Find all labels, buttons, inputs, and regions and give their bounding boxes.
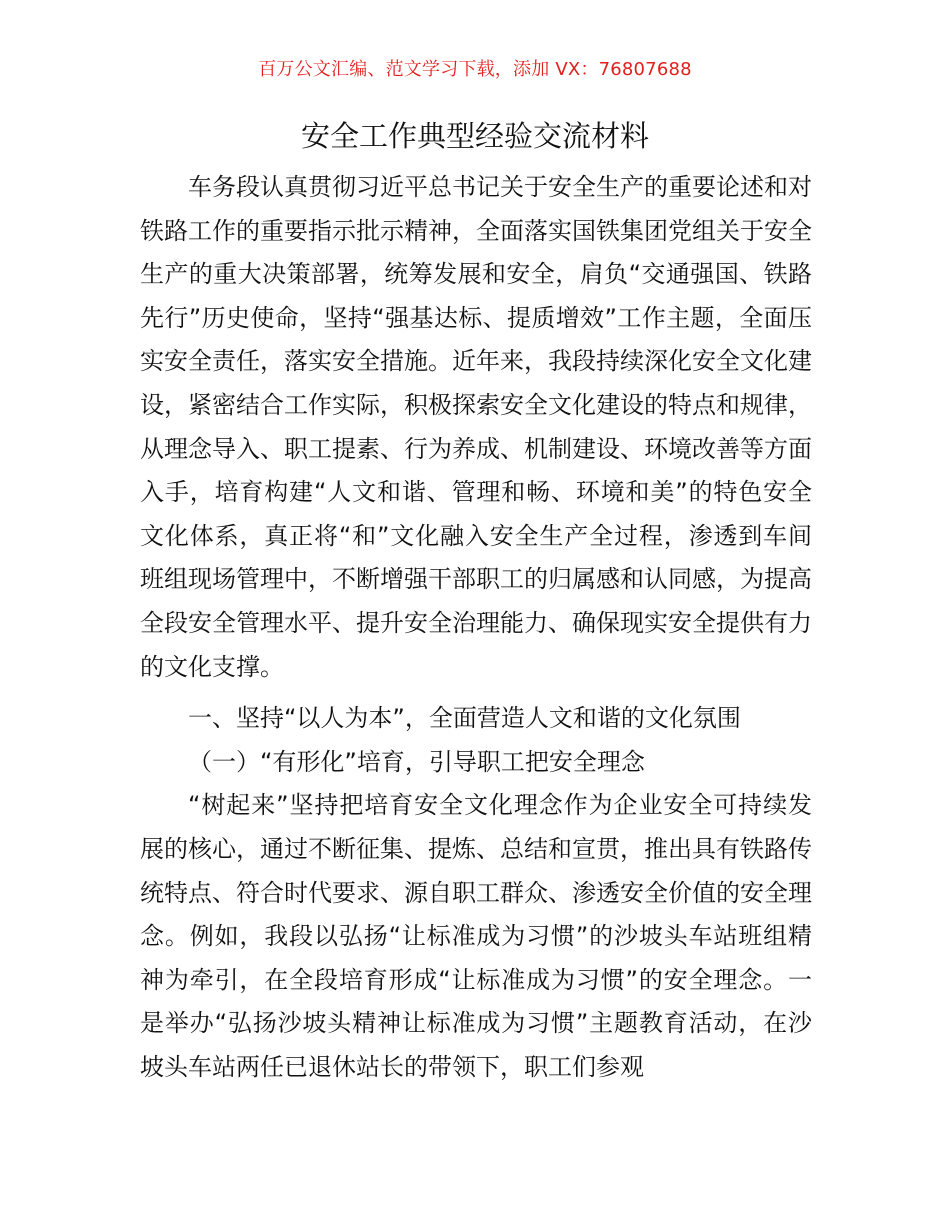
section-heading: 一、坚持“以人为本”，全面营造人文和谐的文化氛围 <box>188 704 741 733</box>
subsection-paragraph: “树起来”坚持把培育安全文化理念作为企业安全可持续发展的核心，通过不断征集、提炼、总结和宣贯，推出具有铁路传统特点、符合时代要求、源自职工群众、渗透安全价值的安全理念。例如，我段以弘扬“让标准成为习惯”的沙坡头车站班组精神为牵引，在全段培育形成“让标准成为习惯”的安全理念。一是举办“弘扬沙坡头精神让标准成为习惯”主题教育活动，在沙坡头车站两任已退休站长的带领下，职工们参观 <box>140 791 812 1081</box>
intro-paragraph: 车务段认真贯彻习近平总书记关于安全生产的重要论述和对铁路工作的重要指示批示精神，全面落实国铁集团党组关于安全生产的重大决策部署，统筹发展和安全，肩负“交通强国、铁路先行”历史使命，坚持“强基达标、提质增效”工作主题，全面压实安全责任，落实安全措施。近年来，我段持续深化安全文化建设，紧密结合工作实际，积极探索安全文化建设的特点和规律，从理念导入、职工提素、行为养成、机制建设、环境改善等方面入手，培育构建“人文和谐、管理和畅、环境和美”的特色安全文化体系，真正将“和”文化融入安全生产全过程，渗透到车间班组现场管理中，不断增强干部职工的归属感和认同感，为提高全段安全管理水平、提升安全治理能力、确保现实安全提供有力的文化支撑。 <box>140 173 812 681</box>
watermark-header: 百万公文汇编、范文学习下载，添加 VX：76807688 <box>258 59 692 80</box>
subsection-heading: （一）“有形化”培育，引导职工把安全理念 <box>188 747 645 776</box>
document-body <box>140 166 812 1089</box>
document-title: 安全工作典型经验交流材料 <box>300 119 649 153</box>
